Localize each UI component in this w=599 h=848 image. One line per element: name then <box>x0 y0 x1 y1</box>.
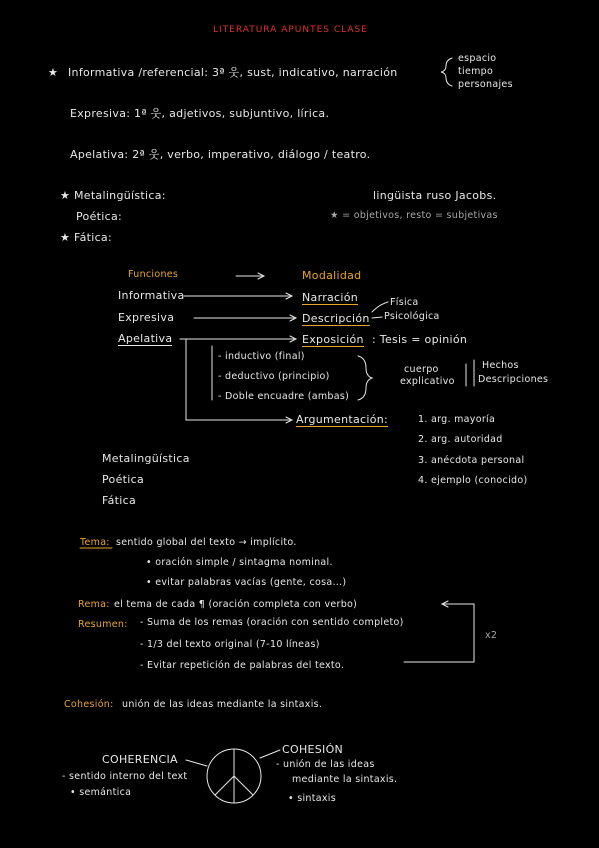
metalinguistica-line: ★ Metalingüística: <box>60 189 166 202</box>
arg-item-2: 2. arg. autoridad <box>418 434 503 445</box>
brace-icon <box>358 356 372 400</box>
explicativo-label: explicativo <box>400 376 455 387</box>
cohesion-title: COHESIÓN <box>282 743 344 756</box>
hechos-label: Hechos <box>482 360 519 371</box>
objetivos-note: ★ = objetivos, resto = subjetivas <box>330 210 498 221</box>
tema-bullet-1: • oración simple / sintagma nominal. <box>146 557 333 568</box>
tema-bullet-2: • evitar palabras vacías (gente, cosa...) <box>146 577 347 588</box>
cohesion-line-3: • sintaxis <box>288 793 336 804</box>
resumen-line-3: - Evitar repetición de palabras del texto. <box>140 660 345 671</box>
brace-item-personajes: personajes <box>458 79 513 90</box>
peace-circle-icon <box>207 749 261 803</box>
brace-item-espacio: espacio <box>458 53 497 64</box>
resumen-bracket <box>404 604 474 662</box>
cohesion-connector <box>260 750 280 758</box>
resumen-line-1: - Suma de los remas (oración con sentido completo) <box>140 617 404 628</box>
cuerpo-label: cuerpo <box>404 364 439 375</box>
rema-text: el tema de cada ¶ (oración completa con verbo) <box>114 599 358 610</box>
diagram-apelativa: Apelativa <box>118 332 173 345</box>
cohesion-line-2: mediante la sintaxis. <box>292 774 398 785</box>
narracion-label: Narración <box>302 291 359 304</box>
modalidad-header: Modalidad <box>302 269 362 282</box>
resumen-line-2: - 1/3 del texto original (7-10 líneas) <box>140 639 320 650</box>
jacobs-note: lingüista ruso Jacobs. <box>373 189 497 202</box>
cohesion-label: Cohesión: <box>64 699 114 710</box>
coherencia-line-2: • semántica <box>70 787 132 798</box>
diagram-informativa: Informativa <box>118 289 185 302</box>
informativa-line: Informativa /referencial: 3ª 웃, sust, indicativo, narración <box>68 66 398 79</box>
coherencia-line-1: - sentido interno del text <box>62 771 188 782</box>
arg-item-4: 4. ejemplo (conocido) <box>418 475 528 486</box>
diagram-poetica: Poética <box>102 473 144 486</box>
tema-label: Tema: <box>80 537 110 548</box>
brace-icon <box>441 58 452 86</box>
fatica-line: ★ Fática: <box>60 231 112 244</box>
brace-item-tiempo: tiempo <box>458 66 494 77</box>
inductivo-label: - inductivo (final) <box>218 351 305 362</box>
diagram-expresiva: Expresiva <box>118 311 175 324</box>
cohesion-text: unión de las ideas mediante la sintaxis. <box>122 699 323 710</box>
tesis-label: : Tesis = opinión <box>372 333 468 346</box>
doble-encuadre-label: - Doble encuadre (ambas) <box>218 391 350 402</box>
star-marker: ★ <box>48 66 59 79</box>
x2-note: x2 <box>485 630 498 641</box>
apelativa-line: Apelativa: 2ª 웃, verbo, imperativo, diálogo / teatro. <box>70 148 371 161</box>
resumen-label: Resumen: <box>78 619 128 630</box>
fisica-label: Física <box>390 297 419 308</box>
poetica-line: Poética: <box>76 210 123 223</box>
coherencia-title: COHERENCIA <box>102 753 178 766</box>
funciones-header: Funciones <box>128 269 179 280</box>
descripcion-label: Descripción <box>302 312 370 325</box>
argumentacion-label: Argumentación: <box>296 413 389 426</box>
psicologica-label: Psicológica <box>384 311 440 322</box>
deductivo-label: - deductivo (principio) <box>218 371 330 382</box>
diagram-metalinguistica: Metalingüística <box>102 452 190 465</box>
arg-item-1: 1. arg. mayoría <box>418 414 496 425</box>
descripciones-label: Descripciones <box>478 374 549 385</box>
tema-text: sentido global del texto → implícito. <box>116 537 297 548</box>
page-title: LITERATURA APUNTES CLASE <box>213 25 368 35</box>
cohesion-line-1: - unión de las ideas <box>276 759 375 770</box>
expresiva-line: Expresiva: 1ª 웃, adjetivos, subjuntivo, lírica. <box>70 107 330 120</box>
exposicion-label: Exposición <box>302 333 364 346</box>
branch-psicologica <box>372 317 382 318</box>
coherencia-connector <box>186 760 207 766</box>
rema-label: Rema: <box>78 599 110 610</box>
arg-item-3: 3. anécdota personal <box>418 455 525 466</box>
diagram-fatica: Fática <box>102 494 137 507</box>
